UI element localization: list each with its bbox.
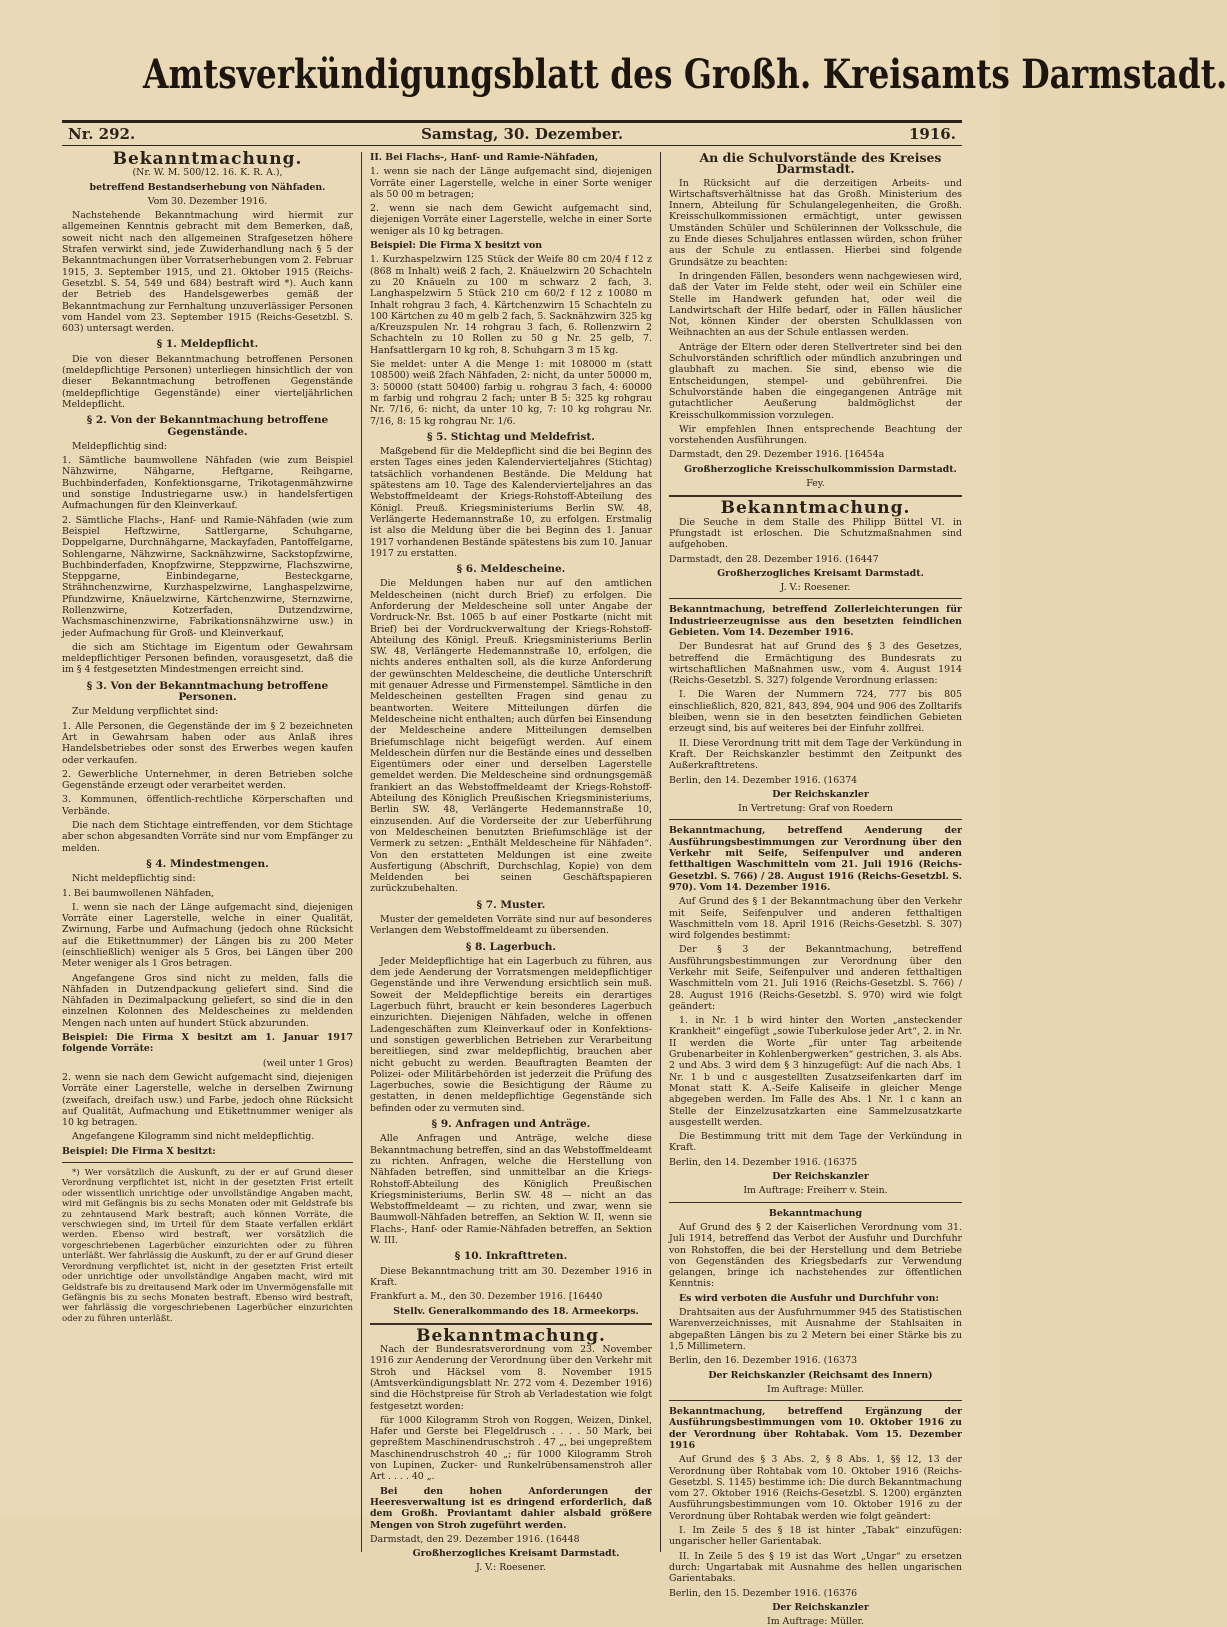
notice-date: Vom 30. Dezember 1916. [147, 195, 268, 207]
notice-text: 1. in Nr. 1 b wird hinter den Worten „ansteckender Krankheit“ eingefügt „sowie Tuberkulose jeder Art“, 2. in Nr. II werden die Worte „für unter Tag arbeitende Grubenarbeiter in Kohlenbergwerken“ gestrichen, 3. als Abs. 2 und Abs. 3 wird dem § 3 hinzugefügt: Auf die nach Abs. 1 Nr. 1 b und c ausgestellten Zusatzseifenkarten darf im Monat statt K. A.-Seife Kaliseife in gleicher Menge abgegeben werden. Im Falle des Abs. 1 Nr. 1 c kann an Stelle der Einzelzusatzkarten eine Sammelzusatzkarte ausgestellt werden. [669, 1015, 962, 1128]
section-text: Jeder Meldepflichtige hat ein Lagerbuch zu führen, aus dem jede Aenderung der Vorratsmengen meldepflichtiger Gegenstände und ihre Verwendung ersichtlich sein muß. Soweit der Meldepflichtige bereits ein derartiges Lagerbuch führt, braucht er kein besonderes Lagerbuch einzurichten. Diejenigen Nähfaden, welche in offenen Ladengeschäften zum Kleinverkauf oder in Konfektions- und sonstigen gewerblichen Betrieben zur Verarbeitung bereitliegen, sind zwar meldepflichtig, brauchen aber nicht gebucht zu werden. Beauftragten Beamten der Polizei- oder Militärbehörden ist jederzeit die Prüfung des Lagerbuches, sowie die Besichtigung der Räume zu gestatten, in denen meldepflichtige Gegenstände sich befinden oder zu vermuten sind. [369, 955, 652, 1114]
notice-heading: Bekanntmachung. [112, 149, 303, 169]
separator [669, 1202, 962, 1203]
section-title: § 7. Muster. [476, 898, 546, 911]
ref-number: (16448 [546, 1533, 580, 1545]
ref-number: (16373 [823, 1355, 858, 1367]
place-date [669, 449, 962, 460]
section-text: Alle Anfragen und Anträge, welche diese Bekanntmachung betreffen, sind an das Webstoffmeldeamt zu richten. Anfragen, welche die Herstellung von Nähfaden betreffen, sind unmittelbar an die Kriegs-Rohstoff-Abteilung des Königlich Preußischen Kriegsministeriums, Berlin SW. 48 — nicht an das Webstoffmeldeamt — zu richten, und zwar, wenn sie Baumwoll-Nähfaden betreffen, an Sektion W. II, wenn sie Flachs-, Hanf- oder Ramie-Nähfaden betreffen, an Sektion W. III. [369, 1133, 652, 1247]
place-date [370, 1291, 652, 1302]
dateline [62, 120, 962, 146]
notice-text: II. Diese Verordnung tritt mit dem Tage der Verkündung in Kraft. Der Reichskanzler bestimmt den Zeitpunkt des Außerkrafttretens. [669, 737, 962, 772]
separator [669, 598, 962, 599]
signature: Stellv. Generalkommando des 18. Armeekorps. [393, 1305, 639, 1317]
example-title: Beispiel: Die Firma X besitzt am 1. Januar 1917 folgende Vorräte: [62, 1032, 353, 1055]
ref-number: [16454a [845, 449, 885, 461]
place-date-text: Berlin, den 15. Dezember 1916. [669, 1587, 821, 1599]
notice-title: Bekanntmachung, betreffend Zollerleichterungen für Industrieerzeugnisse aus den besetzten feindlichen Gebieten. Vom 14. Dezember 1916. [669, 604, 962, 638]
notice-ref: (Nr. W. M. 500/12. 16. K. R. A.), [132, 167, 283, 179]
section-text: Angefangene Kilogramm sind nicht meldepflichtig. [72, 1131, 315, 1143]
notice-text: Bei den hohen Anforderungen der Heeresverwaltung ist es dringend erforderlich, daß dem Großh. Proviantamt dahier alsbald größere Mengen von Stroh zugeführt werden. [369, 1485, 652, 1531]
notice-heading: An die Schulvorstände des Kreises Darmstadt. [699, 150, 942, 177]
ref-number: (16447 [845, 553, 879, 565]
signatory: J. V.: Roesener. [780, 582, 851, 594]
separator [669, 819, 962, 820]
signature: Der Reichskanzler [772, 788, 869, 800]
notice-subject: betreffend Bestandserhebung von Nähfaden. [89, 181, 326, 193]
list-item: 3. Kommunen, öffentlich-rechtliche Körperschaften und Verbände. [62, 794, 353, 817]
ref-number: [16440 [568, 1291, 603, 1303]
list-item: 2. Sämtliche Flachs-, Hanf- und Ramie-Nähfaden (wie zum Beispiel Heftzwirne, Sattlergarne, Schuhgarne, Doppelgarne, Durchnähgarne, Mackayfaden, Pantoffelgarne, Sohlengarne, Nähzwirne, Sacknähzwirne, Sackstopfzwirne, Buchbinderfaden, Knopfzwirne, Steppzwirne, Flachszwirne, Steppgarne, Einbindegarne, Besteckgarne, Strähnchenzwirne, Kurzhaspelzwirne, Langhaspelzwirne, Pfundzwirne, Knäuelzwirne, Kärtchenzwirne, Sternzwirne, Rollenzwirne, Kotzerfaden, Dutzendzwirne, Wachsmaschinenzwirne, Fabrikationsnähzwirne usw.) in jeder Aufmachung für Groß- und Kleinverkauf, [62, 514, 353, 639]
separator [669, 1400, 962, 1401]
section-text: Die Meldungen haben nur auf den amtlichen Meldescheinen (nicht durch Brief) zu erfolgen. Die Anforderung der Meldescheine soll unter Angabe der Vordruck-Nr. Bst. 1065 b auf einer Postkarte (nicht mit Brief) bei der Vordruckverwaltung der Kriegs-Rohstoff-Abteilung des Königl. Preuß. Kriegsministeriums Berlin SW. 48, Verlängerte Hedemannstraße 10, erfolgen, die nichts anderes enthalten soll, als die kurze Anforderung der gewünschten Meldescheine, die deutliche Unterschrift mit genauer Adresse und Firmenstempel. Sämtliche in den Meldescheinen gestellten Fragen sind genau zu beantworten. Weitere Mitteilungen dürfen die Meldescheine nicht enthalten; auch dürfen bei Einsendung der Meldescheine andere Mitteilungen demselben Briefumschlage nicht beigefügt werden. Auf einem Meldeschein dürfen nur die Bestände eines und desselben Eigentümers oder einer und derselben Lagerstelle gemeldet werden. Die Meldescheine sind ordnungsgemäß frankiert an das Webstoffmeldeamt der Kriegs-Rohstoff-Abteilung des Königlich Preußischen Kriegsministeriums, Berlin SW. 48, Verlängerte Hedemannstraße 10, einzusenden. Auf die Vorderseite der zur Ueberführung von Meldescheinen benutzten Briefumschläge ist der Vermerk zu setzen: „Enthält Meldescheine für Nähfaden“. Von den erstatteten Meldungen ist eine zweite Ausfertigung (Abschrift, Durchschlag, Kopie) von dem Meldenden bei seinen Geschäftspapieren zurückzubehalten. [369, 578, 652, 895]
section-title: § 8. Lagerbuch. [465, 940, 557, 953]
section-title: II. Bei Flachs-, Hanf- und Ramie-Nähfaden, [369, 152, 599, 163]
column-3 [661, 150, 962, 1627]
notice-text: II. In Zeile 5 des § 19 ist das Wort „Ungar“ zu ersetzen durch: Ungartabak mit Ausnahme des hellen ungarischen Garientabaks. [669, 1550, 962, 1585]
place-date-text: Frankfurt a. M., den 30. Dezember 1916. [369, 1291, 566, 1303]
place-date-text: Berlin, den 14. Dezember 1916. [669, 1156, 821, 1168]
notice-text: Wir empfehlen Ihnen entsprechende Beachtung der vorstehenden Ausführungen. [669, 423, 962, 447]
example-title: Beispiel: Die Firma X besitzt von [369, 240, 543, 252]
notice-text: Nach der Bundesratsverordnung vom 23. November 1916 zur Aenderung der Verordnung über den Verkehr mit Stroh und Häcksel vom 8. November 1915 (Amtsverkündigungsblatt Nr. 272 vom 4. Dezember 1916) sind die Höchstpreise für Stroh ab Verladestation wie folgt festgesetzt worden: [369, 1344, 652, 1412]
example-list: 1. Kurzhaspelzwirn 125 Stück der Weife 80 cm 20/4 f 12 z (868 m Inhalt) weiß 2 fach, 2. Knäuelzwirn 20 Schachteln zu 20 Knäueln zu 100 m schwarz 2 fach, 3. Langhaspelzwirn 5 Stück 210 cm 60/2 f 12 z 10080 m Inhalt rohgrau 3 fach, 4. Kärtchenzwirn 15 Schachteln zu 100 Kärtchen zu 40 m gelb 2 fach, 5. Sacknähzwirn 325 kg a/Kreuzspulen Nr. 14 rohgrau 3 fach, 6. Rollenzwirn 2 Schachteln zu 10 Rollen zu 50 g Nr. 25 gelb, 7. Hanfsattlergarn 10 kg roh, 8. Schuhgarn 3 m 15 kg. [369, 254, 652, 356]
separator [669, 495, 962, 497]
section-title: § 2. Von der Bekanntmachung betroffene Gegenstände. [86, 414, 329, 438]
example-report: Sie meldet: unter A die Menge 1: mit 108000 m (statt 108500) weiß 2fach Nähfaden, 2: nicht, da unter 50000 m, 3: 50000 (statt 50400) farbig u. rohgrau 3 fach, 4: 60000 m farbig und rohgrau 2 fach; unter B 5: 325 kg rohgrau Nr. 7/16, 6: nicht, da unter 10 kg, 7: 10 kg rohgrau Nr. 7/16, 8: 15 kg rohgrau Nr. 1/6. [369, 359, 652, 427]
place-date-text: Darmstadt, den 29. Dezember 1916. [669, 449, 843, 461]
example-note: (weil unter 1 Gros) [262, 1057, 353, 1069]
list-item: I. wenn sie nach der Länge aufgemacht sind, diejenigen Vorräte einer Lagerstelle, welche in einer Qualität, Zwirnung, Farbe und Aufmachung (jedoch ohne Rücksicht auf die Etikettnummer) der Längen bis zu 200 Meter (einschließlich) weniger als 5 Gros, bei Längen über 200 Meter weniger als 1 Gros betragen. [62, 901, 353, 970]
columns [62, 149, 962, 1627]
price-list: für 1000 Kilogramm Stroh von Roggen, Weizen, Dinkel, Hafer und Gerste bei Flegeldrusch . . . . 50 Mark, bei gepreßtem Maschinendruschstroh . 47 „, bei ungepreßtem Maschinendruschstroh 40 „; für 1000 Kilogramm Stroh von Lupinen, Zucker- und Runkelrübensamenstroh aller Art . . . . 40 „. [369, 1414, 652, 1483]
list-item: 2. wenn sie nach dem Gewicht aufgemacht sind, diejenigen Vorräte einer Lagerstelle, welche in derselben Zwirnung (zweifach, dreifach usw.) und Farbe, jedoch ohne Rücksicht auf Qualität, Aufmachung und Etikettnummer weniger als 10 kg betragen. [62, 1071, 353, 1129]
section-text: Zur Meldung verpflichtet sind: [72, 706, 219, 718]
place-date [669, 554, 962, 565]
place-date [669, 775, 962, 786]
signature: Der Reichskanzler [772, 1601, 869, 1613]
place-date [669, 1588, 962, 1599]
place-date [370, 1534, 652, 1545]
section-title: § 1. Meldepflicht. [156, 338, 259, 351]
section-title: § 6. Meldescheine. [456, 563, 566, 576]
signatory: J. V.: Roesener. [476, 1562, 546, 1574]
ref-number: (16376 [823, 1587, 858, 1599]
signature: Der Reichskanzler (Reichsamt des Innern) [708, 1369, 933, 1381]
notice-text: Es wird verboten die Ausfuhr und Durchfuhr von: [679, 1292, 939, 1304]
section-text: Meldepflichtig sind: [72, 440, 167, 452]
section-text: Maßgebend für die Meldepflicht sind die bei Beginn des ersten Tages eines jeden Kalendervierteljahres (Stichtag) tatsächlich vorhandenen Bestände. Die Meldung hat spätestens am 10. Tage des Kalendervierteljahres an das Webstoffmeldeamt der Kriegs-Rohstoff-Abteilung des Königl. Preuß. Kriegsministeriums Berlin SW. 48, Verlängerte Hedemannstraße 10, zu erfolgen. Erstmalig ist also die Meldung über die bei Beginn des 1. Januar 1917 vorhandenen Bestände spätestens bis zum 10. Januar 1917 zu erstatten. [369, 446, 652, 559]
signature: Großherzogliches Kreisamt Darmstadt. [717, 567, 924, 579]
footnote-rule [62, 1162, 353, 1163]
signature: Großherzogliche Kreisschulkommission Darmstadt. [684, 463, 957, 475]
signatory: Im Auftrage: Freiherr v. Stein. [743, 1185, 888, 1197]
list-item: 1. Alle Personen, die Gegenstände der im § 2 bezeichneten Art in Gewahrsam haben oder aus Anlaß ihres Handelsbetriebes oder sonst des Erwerbes wegen kaufen oder verkaufen. [62, 720, 353, 766]
notice-text: I. Die Waren der Nummern 724, 777 bis 805 einschließlich, 820, 821, 843, 894, 904 und 906 des Zolltarifs bleiben, wenn sie in den besetzten feindlichen Gebieten erzeugt sind, bis auf weiteres bei der Einfuhr zollfrei. [669, 689, 962, 735]
notice-text: In Rücksicht auf die derzeitigen Arbeits- und Wirtschaftsverhältnisse hat das Großh. Ministerium des Innern, Abteilung für Schulangelegenheiten, die Großh. Kreisschulkommissionen ermächtigt, unter gewissen Umständen Schüler und Schülerinnen der Volksschule, die zu Ende dieses Schuljahres entlassen würden, schon früher aus der Schule zu entlassen. Hierbei sind folgende Grundsätze zu beachten: [669, 177, 962, 268]
notice-text: Die Bestimmung tritt mit dem Tage der Verkündung in Kraft. [669, 1131, 962, 1154]
section-text: Angefangene Gros sind nicht zu melden, falls die Nähfaden in Dutzendpackung geliefert sind. Sind die Nähfaden in Dezimalpackung geliefert, so sind die in den einzelnen Kolonnen des Meldescheines zu meldenden Mengen nach unten auf hundert Stück abzurunden. [62, 972, 353, 1029]
section-text: Nicht meldepflichtig sind: [72, 873, 196, 885]
section-text: die sich am Stichtage im Eigentum oder Gewahrsam meldepflichtiger Personen befinden, vorausgesetzt, daß die im § 4 festgesetzten Mindestmengen erreicht sind. [62, 641, 353, 676]
section-title: § 9. Anfragen und Anträge. [431, 1118, 591, 1131]
masthead-title: Amtsverkündigungsblatt des Großh. Kreisamts Darmstadt. [143, 51, 1227, 98]
column-2 [362, 152, 661, 1574]
signature: Großherzogliches Kreisamt Darmstadt. [412, 1548, 620, 1560]
notice-heading: Bekanntmachung. [416, 1325, 606, 1346]
section-title: § 3. Von der Bekanntmachung betroffene Personen. [86, 679, 329, 704]
notice-text: I. Im Zeile 5 des § 18 ist hinter „Tabak“ einzufügen: ungarischer heller Garientabak. [669, 1525, 962, 1548]
place-date-text: Berlin, den 14. Dezember 1916. [669, 774, 821, 786]
ref-number: (16375 [823, 1156, 858, 1168]
place-date-text: Berlin, den 16. Dezember 1916. [669, 1355, 821, 1367]
signatory: Fey. [806, 478, 825, 490]
notice-text: Anträge der Eltern oder deren Stellvertreter sind bei den Schulvorständen schriftlich oder mündlich anzubringen und glaubhaft zu machen. Sie sind, ebenso wie die Entscheidungen, stempel- und gebührenfrei. Die Schulvorstände haben die eingegangenen Anträge mit gutachtlicher Aeußerung baldmöglichst der Kreisschulkommission vorzulegen. [669, 341, 962, 421]
footnote: *) Wer vorsätzlich die Auskunft, zu der er auf Grund dieser Verordnung verpflichtet ist, nicht in der gesetzten Frist erteilt oder wissentlich unrichtige oder unvollständige Angaben macht, wird mit Gefängnis bis zu sechs Monaten oder mit Geldstrafe bis zu zehntausend Mark bestraft; auch können Vorräte, die verschwiegen sind, im Urteil für dem Staate verfallen erklärt werden. Ebenso wird bestraft, wer vorsätzlich die vorgeschriebenen Lagerbücher einzurichten oder zu führen unterläßt. Wer fahrlässig die Auskunft, zu der er auf Grund dieser Verordnung verpflichtet ist, nicht in der gesetzten Frist erteilt oder unrichtige oder unvollständige Angaben macht, wird mit Geldstrafe bis zu dreitausend Mark oder im Unvermögensfalle mit Gefängnis bis zu sechs Monaten bestraft. Ebenso wird bestraft, wer fahrlässig die vorgeschriebenen Lagerbücher einzurichten oder zu führen unterläßt. [62, 1168, 353, 1324]
separator [370, 1323, 652, 1325]
notice-title: Bekanntmachung, betreffend Aenderung der Ausführungsbestimmungen zur Verordnung über den Verkehr mit Seife, Seifenpulver und anderen fetthaltigen Waschmitteln vom 21. Juli 1916 (Reichs-Gesetzbl. S. 766) / 28. August 1916 (Reichs-Gesetzbl. S. 970). Vom 14. Dezember 1916. [669, 825, 962, 893]
signatory: Im Auftrage: Müller. [766, 1383, 864, 1395]
issue-date: Samstag, 30. Dezember. [421, 125, 624, 143]
signatory: In Vertretung: Graf von Roedern [738, 803, 893, 815]
example-title: Beispiel: Die Firma X besitzt: [62, 1145, 216, 1157]
ref-number: (16374 [823, 774, 858, 786]
notice-text: Auf Grund des § 2 der Kaiserlichen Verordnung vom 31. Juli 1914, betreffend das Verbot der Ausfuhr und Durchfuhr von Rohstoffen, die bei der Herstellung und dem Betriebe von Gegenständen des Kriegsbedarfs zur Verwendung gelangen, bringe ich nachstehendes zur öffentlichen Kenntnis: [669, 1221, 962, 1290]
section-title: § 5. Stichtag und Meldefrist. [427, 430, 595, 443]
place-date-text: Darmstadt, den 28. Dezember 1916. [669, 553, 843, 565]
column-1 [62, 149, 362, 1552]
notice-text: Der Bundesrat hat auf Grund des § 3 des Gesetzes, betreffend die Ermächtigung des Bundesrats zu wirtschaftlichen Maßnahmen usw., vom 4. August 1914 (Reichs-Gesetzbl. S. 327) folgende Verordnung erlassen: [669, 641, 962, 687]
notice-text: Die Seuche in dem Stalle des Philipp Büttel VI. in Pfungstadt ist erloschen. Die Schutzmaßnahmen sind aufgehoben. [669, 516, 962, 551]
notice-text: In dringenden Fällen, besonders wenn nachgewiesen wird, daß der Vater im Felde steht, oder weil ein Schüler eine Stelle im Handwerk gefunden hat, oder weil die Landwirtschaft der Hilfe bedarf, oder in Fällen häuslicher Not, können Kinder der obersten Schulklassen von Weihnachten an aus der Schule entlassen werden. [669, 270, 962, 339]
list-item: 2. wenn sie nach dem Gewicht aufgemacht sind, diejenigen Vorräte einer Lagerstelle, welche in einer Sorte weniger als 10 kg betragen. [369, 203, 652, 237]
notice-title: Bekanntmachung [768, 1207, 863, 1219]
signature: Der Reichskanzler [772, 1171, 869, 1183]
notice-text: Auf Grund des § 1 der Bekanntmachung über den Verkehr mit Seife, Seifenpulver und anderen fetthaltigen Waschmitteln vom 18. April 1916 (Reichs-Gesetzbl. S. 307) wird folgendes bestimmt: [669, 896, 962, 942]
signatory: Im Auftrage: Müller. [766, 1616, 864, 1627]
section-text: Die von dieser Bekanntmachung betroffenen Personen (meldepflichtige Personen) unterliegen hinsichtlich der von dieser Bekanntmachung betroffenen Gegenstände (meldepflichtige Gegenstände) einer vierteljährlichen Meldepflicht. [62, 353, 353, 410]
notice-text: Drahtsaiten aus der Ausfuhrnummer 945 des Statistischen Warenverzeichnisses, mit Ausnahme der Stahlsaiten in abgepaßten Längen bis zu 2 Metern bei einer Stärke bis zu 1,5 Millimetern. [669, 1307, 962, 1352]
list-item: 1. wenn sie nach der Länge aufgemacht sind, diejenigen Vorräte einer Lagerstelle, welche in einer Sorte weniger als 50 00 m betragen; [369, 166, 652, 200]
section-title: § 4. Mindestmengen. [146, 857, 269, 870]
notice-intro: Nachstehende Bekanntmachung wird hiermit zur allgemeinen Kenntnis gebracht mit dem Bemerken, daß, soweit nicht nach den allgemeinen Strafgesetzen höhere Strafen verwirkt sind, jede Zuwiderhandlung nach § 5 der Bekanntmachungen über Vorratserhebungen vom 2. Februar 1915, 3. September 1915, und 21. Oktober 1915 (Reichs-Gesetzbl. S. 54, 549 und 684) bestraft wird *). Auch kann der Betrieb des Handelsgewerbes gemäß der Bekanntmachung zur Fernhaltung unzuverlässiger Personen vom Handel vom 23. September 1915 (Reichs-Gesetzbl. S. 603) untersagt werden. [62, 210, 353, 335]
issue-number: Nr. 292. [68, 125, 136, 143]
place-date-text: Darmstadt, den 29. Dezember 1916. [369, 1533, 544, 1545]
notice-heading: Bekanntmachung. [720, 498, 911, 519]
notice-title: Bekanntmachung, betreffend Ergänzung der Ausführungsbestimmungen vom 10. Oktober 1916 zu der Verordnung über Rohtabak. Vom 15. Dezember 1916 [669, 1406, 962, 1451]
list-item: 1. Sämtliche baumwollene Nähfaden (wie zum Beispiel Nähzwirne, Nähgarne, Heftgarne, Reihgarne, Buchbinderfaden, Konfektionsgarne, Trikotagenmähzwirne und sonstige Industriegarne usw.) in handelsfertigen Aufmachungen für den Kleinverkauf. [62, 455, 353, 512]
place-date [669, 1157, 962, 1168]
notice-text: Auf Grund des § 3 Abs. 2, § 8 Abs. 1, §§ 12, 13 der Verordnung über Rohtabak vom 10. Oktober 1916 (Reichs-Gesetzbl. S. 1145) bestimme ich: Die durch Bekanntmachung vom 27. Oktober 1916 (Reichs-Gesetzbl. S. 1200) ergänzten Ausführungsbestimmungen vom 10. Oktober 1916 zu der Verordnung über Rohtabak werden wie folgt geändert: [669, 1454, 962, 1522]
notice-text: Der § 3 der Bekanntmachung, betreffend Ausführungsbestimmungen zur Verordnung über den Verkehr mit Seife, Seifenpulver und anderen fetthaltigen Waschmitteln vom 21. Juli 1916 (Reichs-Gesetzbl. S. 766) / 28. August 1916 (Reichs-Gesetzbl. S. 970) wird wie folgt geändert: [669, 944, 962, 1012]
section-text: Diese Bekanntmachung tritt am 30. Dezember 1916 in Kraft. [369, 1265, 652, 1288]
list-item: 1. Bei baumwollenen Nähfaden, [62, 887, 215, 899]
place-date [669, 1355, 962, 1366]
section-text: Die nach dem Stichtage eintreffenden, vor dem Stichtage aber schon abgesandten Vorräte sind nur vom Empfänger zu melden. [62, 820, 353, 854]
section-title: § 10. Inkrafttreten. [454, 1250, 568, 1263]
issue-year: 1916. [909, 125, 956, 143]
list-item: 2. Gewerbliche Unternehmer, in deren Betrieben solche Gegenstände erzeugt oder verarbeitet werden. [62, 768, 353, 792]
section-text: Muster der gemeldeten Vorräte sind nur auf besonderes Verlangen dem Webstoffmeldeamt zu übersenden. [369, 914, 652, 937]
